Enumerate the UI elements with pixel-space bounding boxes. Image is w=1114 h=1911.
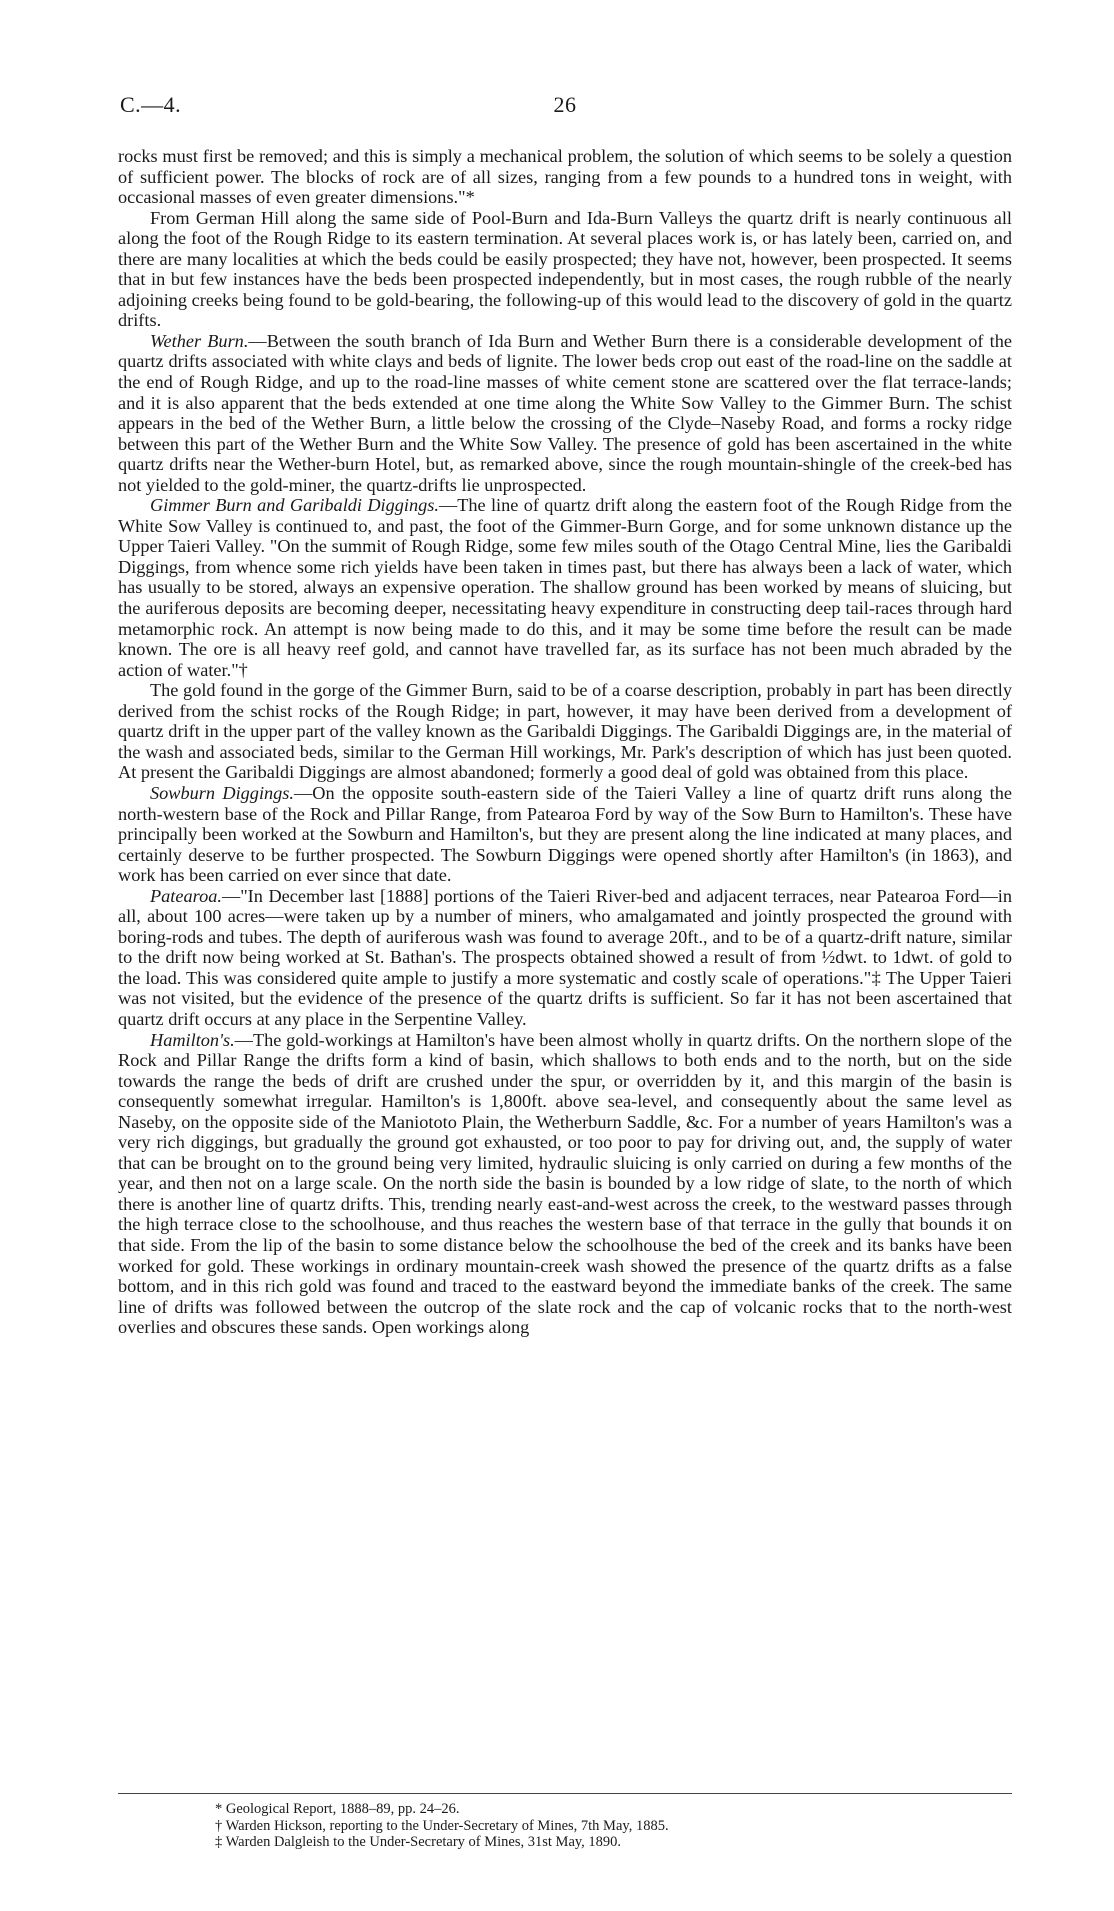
paragraph [118,208,1012,331]
paragraph-text: —The line of quartz drift along the eastern foot of the Rough Ridge from the White Sow Valley is continued to, and past, the foot of the Gimmer-Burn Gorge, and for some unknown distance up the Upper Taieri Valley. "On the summit of Rough Ridge, some few miles south of the Otago Central Mine, lies the Garibaldi Diggings, from whence some rich yields have been taken in times past, but there has always been a lack of water, which has usually to be stored, always an expensive operation. The shallow ground has been worked by means of sluicing, but the auriferous deposits are becoming deeper, necessitating heavy expenditure in constructing deep tail-races through hard metamorphic rock. An attempt is now being made to do this, and it may be some time before the result can be made known. The ore is all heavy reef gold, and cannot have travelled far, as its surface has not been much abraded by the action of water."† [118,495,1013,680]
footnote: † Warden Hickson, reporting to the Under-Secretary of Mines, 7th May, 1885. [215,1817,669,1834]
paragraph-text: —"In December last [1888] portions of the Taieri River-bed and adjacent terraces, near Patearoa Ford—in all, about 100 acres—were taken up by a number of miners, who amalgamated and jointly prospected the ground with boring-rods and tubes. The depth of auriferous wash was found to average 20ft., and to be of a quartz-drift nature, similar to the drift now being worked at St. Bathan's. The prospects obtained showed a result of from ½dwt. to 1dwt. of gold to the load. This was considered quite ample to justify a more systematic and costly scale of operations."‡ The Upper Taieri was not visited, but the evidence of the presence of the quartz drifts is sufficient. So far it has not been ascertained that quartz drift occurs at any place in the Serpentine Valley. [118,885,1012,1029]
section-heading: Wether Burn. [150,330,249,351]
body-text [118,146,1012,1338]
paragraph [118,331,1012,495]
section-heading: Sowburn Diggings. [150,782,294,803]
footnote: ‡ Warden Dalgleish to the Under-Secretary of Mines, 31st May, 1890. [215,1834,622,1851]
paragraph [118,146,1012,208]
section-heading: Patearoa. [150,885,222,906]
footnotes [215,1801,995,1851]
paragraph-text: —The gold-workings at Hamilton's have been almost wholly in quartz drifts. On the northern slope of the Rock and Pillar Range the drifts form a kind of basin, which shallows to both ends and to the north, but on the side towards the range the beds of drift are crushed under the spur, or overridden by it, and this margin of the basin is consequently somewhat irregular. Hamilton's is 1,800ft. above sea-level, and consequently about the same level as Naseby, on the opposite side of the Maniototo Plain, the Wetherburn Saddle, &c. For a number of years Hamilton's was a very rich diggings, but gradually the ground got exhausted, or too poor to pay for driving out, and, the supply of water that can be brought on to the ground being very limited, hydraulic sluicing is only carried on during a few months of the year, and then not on a large scale. On the north side the basin is bounded by a low ridge of slate, to the north of which there is another line of quartz drifts. This, trending nearly east-and-west across the creek, to the westward passes through the high terrace close to the schoolhouse, and thus reaches the western base of that terrace in the gully that bounds it on that side. From the lip of the basin to some distance below the schoolhouse the bed of the creek and its banks have been worked for gold. These workings in ordinary mountain-creek wash showed the presence of the quartz drifts as a false bottom, and in this rich gold was found and traced to the eastward beyond the immediate banks of the creek. The same line of drifts was followed between the outcrop of the slate rock and the cap of volcanic rocks that to the north-west overlies and obscures these sands. Open workings along [118,1029,1012,1338]
paragraph [118,783,1012,886]
section-heading: Gimmer Burn and Garibaldi Diggings. [150,495,439,516]
paragraph-text: —On the opposite south-eastern side of the Taieri Valley a line of quartz drift runs along the north-western base of the Rock and Pillar Range, from Patearoa Ford by way of the Sow Burn to Hamilton's. These have principally been worked at the Sowburn and Hamilton's, but they are present along the line indicated at many places, and certainly deserve to be further prospected. The Sowburn Diggings were opened shortly after Hamilton's (in 1863), and work has been carried on ever since that date. [118,782,1012,886]
section-heading: Hamilton's. [150,1029,235,1050]
paragraph [118,680,1012,783]
page-header [120,92,1010,122]
paragraph-text: The gold found in the gorge of the Gimmer Burn, said to be of a coarse description, probably in part has been directly derived from the schist rocks of the Rough Ridge; in part, however, it may have been derived from a development of quartz drift in the upper part of the valley known as the Garibaldi Diggings. The Garibaldi Diggings are, in the material of the wash and associated beds, similar to the German Hill workings, Mr. Park's description of which has just been quoted. At present the Garibaldi Diggings are almost abandoned; formerly a good deal of gold was obtained from this place. [118,680,1012,783]
document-reference: C.—4. [120,92,182,117]
paragraph-text: rocks must first be removed; and this is simply a mechanical problem, the solution of which seems to be solely a question of sufficient power. The blocks of rock are of all sizes, ranging from a few pounds to a hundred tons in weight, with occasional masses of even greater dimensions."* [118,146,1012,208]
paragraph-text: From German Hill along the same side of Pool-Burn and Ida-Burn Valleys the quartz drift is nearly continuous all along the foot of the Rough Ridge to its eastern termination. At several places work is, or has lately been, carried on, and there are many localities at which the beds could be easily prospected; they have not, however, been prospected. It seems that in but few instances have the beds been prospected independently, but in most cases, the rough rubble of the nearly adjoining creeks being found to be gold-bearing, the following-up of this would lead to the discovery of gold in the quartz drifts. [118,207,1012,331]
footnote-divider [118,1793,1012,1794]
paragraph [118,886,1012,1030]
footnote: * Geological Report, 1888–89, pp. 24–26. [215,1801,460,1817]
paragraph [118,1030,1012,1338]
page-number: 26 [553,92,577,117]
paragraph [118,495,1012,680]
paragraph-text: —Between the south branch of Ida Burn and Wether Burn there is a considerable development of the quartz drifts associated with white clays and beds of lignite. The lower beds crop out east of the road-line on the saddle at the end of Rough Ridge, and up to the road-line masses of white cement stone are scattered over the flat terrace-lands; and it is also apparent that the beds extended at one time along the White Sow Valley to the Gimmer Burn. The schist appears in the bed of the Wether Burn, a little below the crossing of the Clyde–Naseby Road, and forms a rocky ridge between this part of the Wether Burn and the White Sow Valley. The presence of gold has been ascertained in the white quartz drifts near the Wether-burn Hotel, but, as remarked above, since the rough mountain-shingle of the creek-bed has not yielded to the gold-miner, the quartz-drifts lie unprospected. [118,330,1012,495]
